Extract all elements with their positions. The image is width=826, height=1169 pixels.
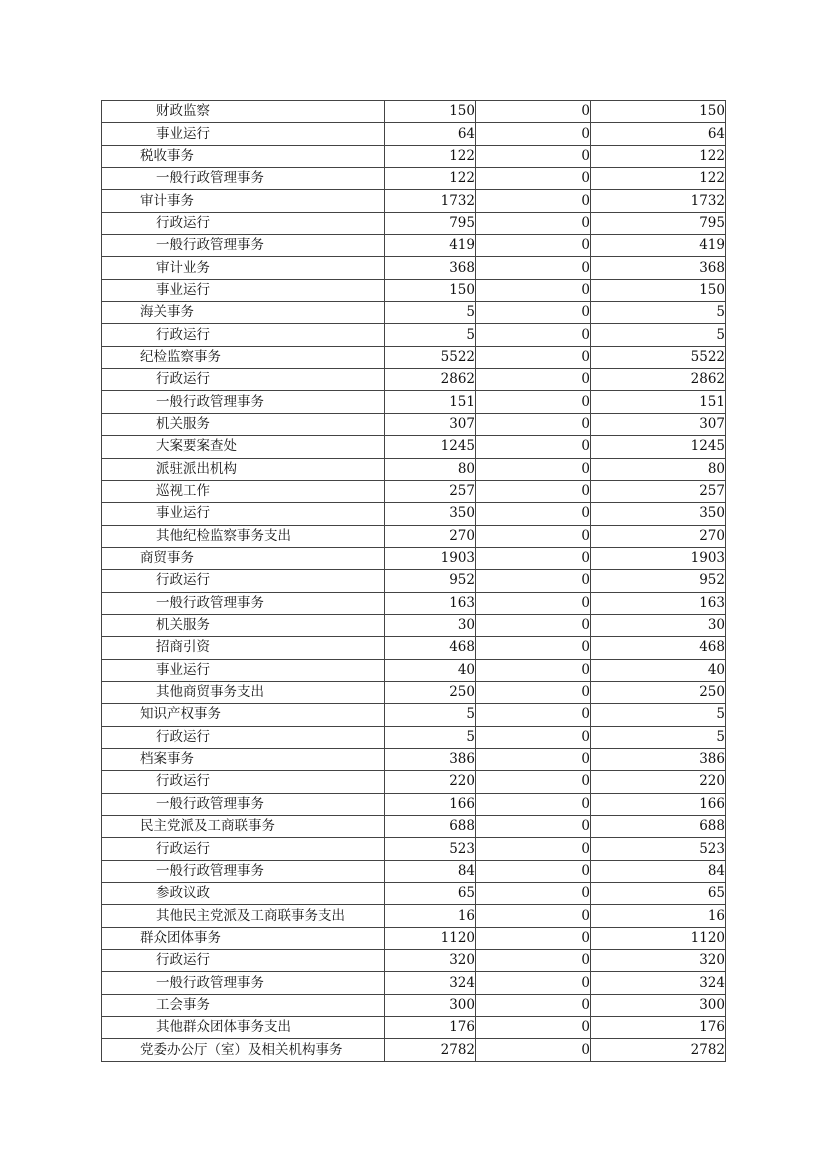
table-row (102, 101, 726, 123)
amount-cell-3: 1245 (591, 436, 726, 458)
item-name-cell: 巡视工作 (102, 480, 385, 502)
amount-cell-2: 0 (476, 950, 591, 972)
item-name-cell: 海关事务 (102, 302, 385, 324)
amount-cell-1: 250 (385, 681, 476, 703)
amount-cell-2: 0 (476, 726, 591, 748)
amount-cell-3: 2782 (591, 1039, 726, 1061)
amount-cell-2: 0 (476, 480, 591, 502)
amount-cell-3: 300 (591, 994, 726, 1016)
table-row (102, 681, 726, 703)
item-name-cell: 行政运行 (102, 324, 385, 346)
amount-cell-2: 0 (476, 748, 591, 770)
amount-cell-3: 952 (591, 570, 726, 592)
table-row (102, 436, 726, 458)
amount-cell-1: 1245 (385, 436, 476, 458)
amount-cell-1: 151 (385, 391, 476, 413)
amount-cell-1: 2782 (385, 1039, 476, 1061)
amount-cell-3: 5 (591, 324, 726, 346)
amount-cell-2: 0 (476, 659, 591, 681)
table-row (102, 503, 726, 525)
amount-cell-3: 5 (591, 704, 726, 726)
table-row (102, 257, 726, 279)
amount-cell-3: 270 (591, 525, 726, 547)
amount-cell-2: 0 (476, 503, 591, 525)
item-name-cell: 一般行政管理事务 (102, 592, 385, 614)
amount-cell-1: 122 (385, 168, 476, 190)
table-row (102, 637, 726, 659)
amount-cell-3: 257 (591, 480, 726, 502)
amount-cell-1: 320 (385, 950, 476, 972)
amount-cell-1: 166 (385, 793, 476, 815)
item-name-cell: 工会事务 (102, 994, 385, 1016)
table-row (102, 235, 726, 257)
amount-cell-1: 5 (385, 324, 476, 346)
table-row (102, 927, 726, 949)
table-row (102, 168, 726, 190)
amount-cell-2: 0 (476, 212, 591, 234)
amount-cell-2: 0 (476, 704, 591, 726)
amount-cell-3: 30 (591, 614, 726, 636)
amount-cell-1: 163 (385, 592, 476, 614)
amount-cell-1: 5 (385, 726, 476, 748)
table-row (102, 458, 726, 480)
amount-cell-2: 0 (476, 346, 591, 368)
table-row (102, 480, 726, 502)
table-row (102, 302, 726, 324)
amount-cell-2: 0 (476, 816, 591, 838)
amount-cell-2: 0 (476, 592, 591, 614)
amount-cell-2: 0 (476, 145, 591, 167)
amount-cell-2: 0 (476, 793, 591, 815)
amount-cell-3: 2862 (591, 369, 726, 391)
amount-cell-3: 163 (591, 592, 726, 614)
table-row (102, 279, 726, 301)
amount-cell-3: 64 (591, 123, 726, 145)
amount-cell-2: 0 (476, 391, 591, 413)
table-row (102, 1039, 726, 1061)
table-row (102, 748, 726, 770)
amount-cell-3: 419 (591, 235, 726, 257)
amount-cell-3: 5 (591, 302, 726, 324)
amount-cell-1: 523 (385, 838, 476, 860)
amount-cell-2: 0 (476, 123, 591, 145)
table-row (102, 704, 726, 726)
amount-cell-3: 220 (591, 771, 726, 793)
item-name-cell: 一般行政管理事务 (102, 860, 385, 882)
item-name-cell: 一般行政管理事务 (102, 235, 385, 257)
amount-cell-1: 5 (385, 302, 476, 324)
table-row (102, 659, 726, 681)
amount-cell-3: 122 (591, 145, 726, 167)
item-name-cell: 行政运行 (102, 369, 385, 391)
table-row (102, 592, 726, 614)
amount-cell-3: 523 (591, 838, 726, 860)
amount-cell-3: 80 (591, 458, 726, 480)
table-row (102, 994, 726, 1016)
amount-cell-3: 5 (591, 726, 726, 748)
item-name-cell: 一般行政管理事务 (102, 793, 385, 815)
amount-cell-3: 1903 (591, 547, 726, 569)
amount-cell-2: 0 (476, 525, 591, 547)
table-row (102, 726, 726, 748)
item-name-cell: 档案事务 (102, 748, 385, 770)
table-row (102, 614, 726, 636)
table-row (102, 860, 726, 882)
amount-cell-1: 324 (385, 972, 476, 994)
amount-cell-2: 0 (476, 302, 591, 324)
amount-cell-3: 350 (591, 503, 726, 525)
table-row (102, 883, 726, 905)
amount-cell-3: 324 (591, 972, 726, 994)
amount-cell-2: 0 (476, 860, 591, 882)
amount-cell-3: 307 (591, 413, 726, 435)
amount-cell-3: 795 (591, 212, 726, 234)
item-name-cell: 财政监察 (102, 101, 385, 123)
amount-cell-1: 386 (385, 748, 476, 770)
amount-cell-1: 30 (385, 614, 476, 636)
table-row (102, 816, 726, 838)
item-name-cell: 审计事务 (102, 190, 385, 212)
amount-cell-1: 419 (385, 235, 476, 257)
amount-cell-1: 368 (385, 257, 476, 279)
item-name-cell: 一般行政管理事务 (102, 391, 385, 413)
item-name-cell: 行政运行 (102, 950, 385, 972)
table-row (102, 346, 726, 368)
amount-cell-2: 0 (476, 436, 591, 458)
item-name-cell: 党委办公厅（室）及相关机构事务 (102, 1039, 385, 1061)
amount-cell-2: 0 (476, 972, 591, 994)
budget-table (101, 100, 726, 1062)
table-row (102, 905, 726, 927)
table-row (102, 950, 726, 972)
table-row (102, 972, 726, 994)
item-name-cell: 民主党派及工商联事务 (102, 816, 385, 838)
amount-cell-2: 0 (476, 235, 591, 257)
table-row (102, 190, 726, 212)
amount-cell-3: 1120 (591, 927, 726, 949)
table-row (102, 547, 726, 569)
amount-cell-1: 150 (385, 101, 476, 123)
amount-cell-2: 0 (476, 101, 591, 123)
amount-cell-2: 0 (476, 547, 591, 569)
amount-cell-2: 0 (476, 883, 591, 905)
table-row (102, 369, 726, 391)
amount-cell-2: 0 (476, 570, 591, 592)
amount-cell-1: 257 (385, 480, 476, 502)
amount-cell-2: 0 (476, 413, 591, 435)
amount-cell-1: 952 (385, 570, 476, 592)
budget-table-body (102, 101, 726, 1062)
table-row (102, 123, 726, 145)
item-name-cell: 税收事务 (102, 145, 385, 167)
amount-cell-3: 688 (591, 816, 726, 838)
item-name-cell: 一般行政管理事务 (102, 168, 385, 190)
table-row (102, 570, 726, 592)
amount-cell-1: 2862 (385, 369, 476, 391)
item-name-cell: 机关服务 (102, 614, 385, 636)
amount-cell-1: 150 (385, 279, 476, 301)
amount-cell-1: 220 (385, 771, 476, 793)
table-row (102, 145, 726, 167)
item-name-cell: 一般行政管理事务 (102, 972, 385, 994)
item-name-cell: 大案要案查处 (102, 436, 385, 458)
amount-cell-3: 40 (591, 659, 726, 681)
amount-cell-3: 386 (591, 748, 726, 770)
item-name-cell: 参政议政 (102, 883, 385, 905)
amount-cell-2: 0 (476, 458, 591, 480)
item-name-cell: 机关服务 (102, 413, 385, 435)
item-name-cell: 其他民主党派及工商联事务支出 (102, 905, 385, 927)
item-name-cell: 事业运行 (102, 123, 385, 145)
amount-cell-2: 0 (476, 1017, 591, 1039)
item-name-cell: 知识产权事务 (102, 704, 385, 726)
amount-cell-3: 150 (591, 101, 726, 123)
amount-cell-2: 0 (476, 168, 591, 190)
amount-cell-2: 0 (476, 279, 591, 301)
item-name-cell: 审计业务 (102, 257, 385, 279)
table-row (102, 771, 726, 793)
amount-cell-1: 270 (385, 525, 476, 547)
amount-cell-3: 151 (591, 391, 726, 413)
amount-cell-3: 1732 (591, 190, 726, 212)
amount-cell-1: 16 (385, 905, 476, 927)
item-name-cell: 招商引资 (102, 637, 385, 659)
item-name-cell: 事业运行 (102, 503, 385, 525)
item-name-cell: 其他纪检监察事务支出 (102, 525, 385, 547)
amount-cell-2: 0 (476, 771, 591, 793)
amount-cell-1: 122 (385, 145, 476, 167)
item-name-cell: 行政运行 (102, 726, 385, 748)
amount-cell-1: 1732 (385, 190, 476, 212)
item-name-cell: 其他商贸事务支出 (102, 681, 385, 703)
amount-cell-1: 1903 (385, 547, 476, 569)
amount-cell-2: 0 (476, 369, 591, 391)
amount-cell-2: 0 (476, 614, 591, 636)
item-name-cell: 行政运行 (102, 212, 385, 234)
amount-cell-3: 5522 (591, 346, 726, 368)
item-name-cell: 事业运行 (102, 279, 385, 301)
table-row (102, 838, 726, 860)
amount-cell-1: 350 (385, 503, 476, 525)
table-row (102, 324, 726, 346)
item-name-cell: 行政运行 (102, 570, 385, 592)
item-name-cell: 其他群众团体事务支出 (102, 1017, 385, 1039)
item-name-cell: 群众团体事务 (102, 927, 385, 949)
amount-cell-3: 468 (591, 637, 726, 659)
amount-cell-2: 0 (476, 681, 591, 703)
item-name-cell: 派驻派出机构 (102, 458, 385, 480)
amount-cell-1: 176 (385, 1017, 476, 1039)
amount-cell-1: 300 (385, 994, 476, 1016)
amount-cell-2: 0 (476, 994, 591, 1016)
amount-cell-3: 65 (591, 883, 726, 905)
item-name-cell: 事业运行 (102, 659, 385, 681)
amount-cell-3: 320 (591, 950, 726, 972)
amount-cell-3: 16 (591, 905, 726, 927)
amount-cell-1: 688 (385, 816, 476, 838)
amount-cell-1: 5522 (385, 346, 476, 368)
amount-cell-3: 368 (591, 257, 726, 279)
amount-cell-3: 150 (591, 279, 726, 301)
amount-cell-2: 0 (476, 905, 591, 927)
amount-cell-2: 0 (476, 927, 591, 949)
table-row (102, 1017, 726, 1039)
amount-cell-2: 0 (476, 637, 591, 659)
amount-cell-2: 0 (476, 257, 591, 279)
item-name-cell: 行政运行 (102, 771, 385, 793)
item-name-cell: 纪检监察事务 (102, 346, 385, 368)
amount-cell-2: 0 (476, 1039, 591, 1061)
amount-cell-3: 84 (591, 860, 726, 882)
amount-cell-3: 250 (591, 681, 726, 703)
amount-cell-1: 1120 (385, 927, 476, 949)
amount-cell-1: 65 (385, 883, 476, 905)
amount-cell-2: 0 (476, 190, 591, 212)
table-row (102, 212, 726, 234)
table-row (102, 525, 726, 547)
table-row (102, 413, 726, 435)
amount-cell-2: 0 (476, 838, 591, 860)
amount-cell-1: 795 (385, 212, 476, 234)
amount-cell-1: 5 (385, 704, 476, 726)
amount-cell-1: 307 (385, 413, 476, 435)
amount-cell-1: 40 (385, 659, 476, 681)
table-row (102, 391, 726, 413)
amount-cell-3: 176 (591, 1017, 726, 1039)
table-row (102, 793, 726, 815)
item-name-cell: 商贸事务 (102, 547, 385, 569)
amount-cell-1: 468 (385, 637, 476, 659)
amount-cell-1: 64 (385, 123, 476, 145)
item-name-cell: 行政运行 (102, 838, 385, 860)
amount-cell-3: 122 (591, 168, 726, 190)
amount-cell-3: 166 (591, 793, 726, 815)
amount-cell-1: 80 (385, 458, 476, 480)
amount-cell-1: 84 (385, 860, 476, 882)
amount-cell-2: 0 (476, 324, 591, 346)
